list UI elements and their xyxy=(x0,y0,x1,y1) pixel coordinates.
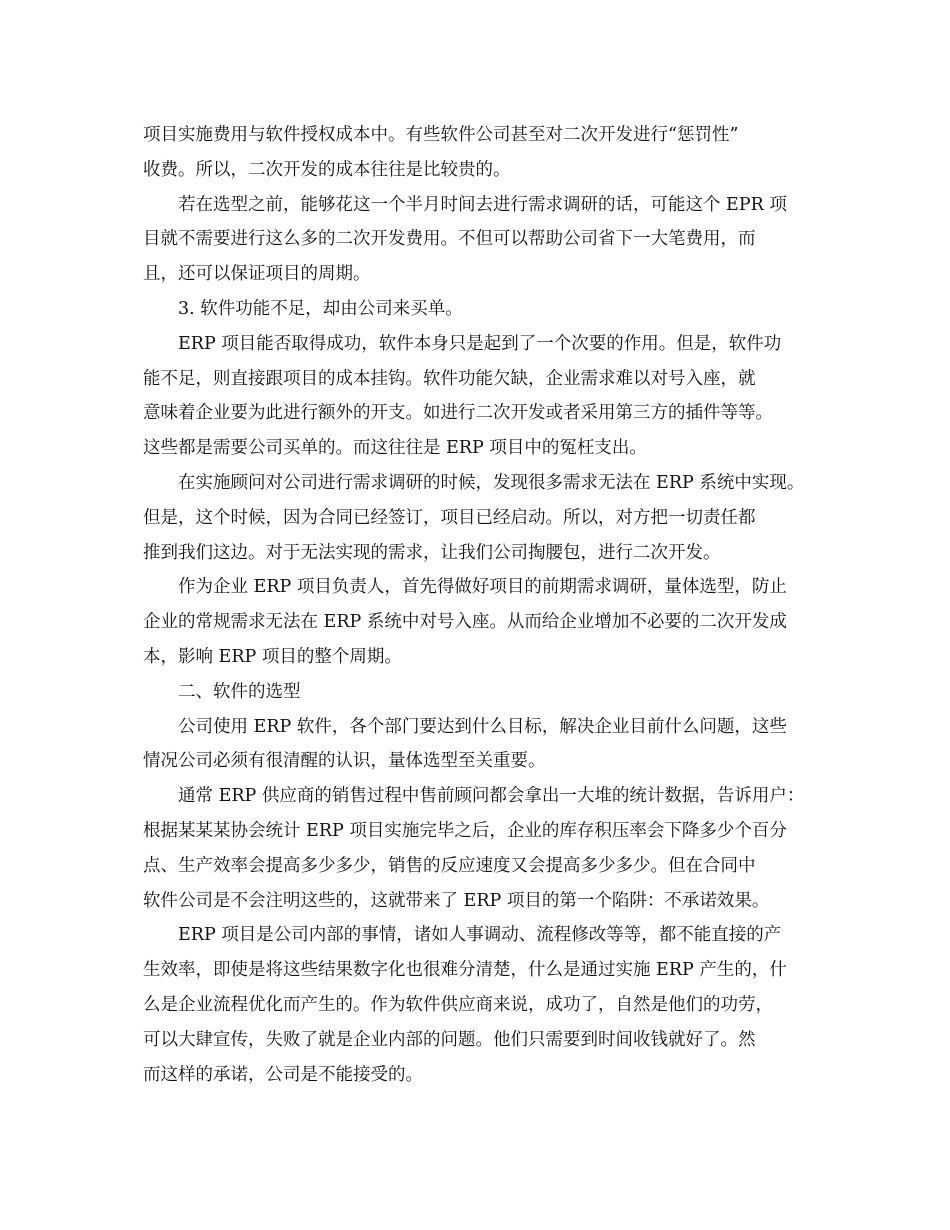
text-line: ERP 项目能否取得成功，软件本身只是起到了一个次要的作用。但是，软件功 xyxy=(178,333,782,354)
text-line: 企业的常规需求无法在 ERP 系统中对号入座。从而给企业增加不必要的二次开发成 xyxy=(143,612,787,633)
text-line: 若在选型之前，能够花这一个半月时间去进行需求调研的话，可能这个 EPR 项 xyxy=(178,194,787,215)
text-line: 但是，这个时候，因为合同已经签订，项目已经启动。所以，对方把一切责任都 xyxy=(143,507,756,528)
text-line: 可以大肆宣传，失败了就是企业内部的问题。他们只需要到时间收钱就好了。然 xyxy=(143,1029,756,1050)
text-line: 目就不需要进行这么多的二次开发费用。不但可以帮助公司省下一大笔费用，而 xyxy=(143,229,756,250)
text-line: 且，还可以保证项目的周期。 xyxy=(143,264,371,285)
text-line: 3. 软件功能不足，却由公司来买单。 xyxy=(178,298,463,319)
text-line: 这些都是需要公司买单的。而这往往是 ERP 项目中的冤枉支出。 xyxy=(143,438,647,459)
text-line: 收费。所以，二次开发的成本往往是比较贵的。 xyxy=(143,159,511,180)
text-line: 生效率，即使是将这些结果数字化也很难分清楚，什么是通过实施 ERP 产生的，什 xyxy=(143,960,787,981)
text-line: 意味着企业要为此进行额外的开支。如进行二次开发或者采用第三方的插件等等。 xyxy=(143,403,773,424)
body-text xyxy=(143,118,833,1092)
text-line: 通常 ERP 供应商的销售过程中售前顾问都会拿出一大堆的统计数据，告诉用户： xyxy=(178,786,805,807)
text-line: 作为企业 ERP 项目负责人，首先得做好项目的前期需求调研，量体选型，防止 xyxy=(178,577,787,598)
text-line: 么是企业流程优化而产生的。作为软件供应商来说，成功了，自然是他们的功劳， xyxy=(143,994,773,1015)
text-line: 软件公司是不会注明这些的，这就带来了 ERP 项目的第一个陷阱：不承诺效果。 xyxy=(143,890,770,911)
text-line: 能不足，则直接跟项目的成本挂钩。软件功能欠缺，企业需求难以对号入座，就 xyxy=(143,368,756,389)
text-line: 本，影响 ERP 项目的整个周期。 xyxy=(143,646,402,667)
text-line: 而这样的承诺，公司是不能接受的。 xyxy=(143,1064,423,1085)
text-line: 二、软件的选型 xyxy=(178,681,301,702)
text-line: 情况公司必须有很清醒的认识，量体选型至关重要。 xyxy=(143,751,546,772)
text-line: 根据某某某协会统计 ERP 项目实施完毕之后，企业的库存积压率会下降多少个百分 xyxy=(143,820,787,841)
text-line: 点、生产效率会提高多少多少，销售的反应速度又会提高多少多少。但在合同中 xyxy=(143,855,756,876)
text-line: 公司使用 ERP 软件，各个部门要达到什么目标，解决企业目前什么问题，这些 xyxy=(178,716,787,737)
text-line: ERP 项目是公司内部的事情，诸如人事调动、流程修改等等，都不能直接的产 xyxy=(178,925,782,946)
text-line: 推到我们这边。对于无法实现的需求，让我们公司掏腰包，进行二次开发。 xyxy=(143,542,721,563)
text-line: 在实施顾问对公司进行需求调研的时候，发现很多需求无法在 ERP 系统中实现。 xyxy=(178,472,805,493)
text-line: 项目实施费用与软件授权成本中。有些软件公司甚至对二次开发进行“惩罚性” xyxy=(143,125,739,145)
